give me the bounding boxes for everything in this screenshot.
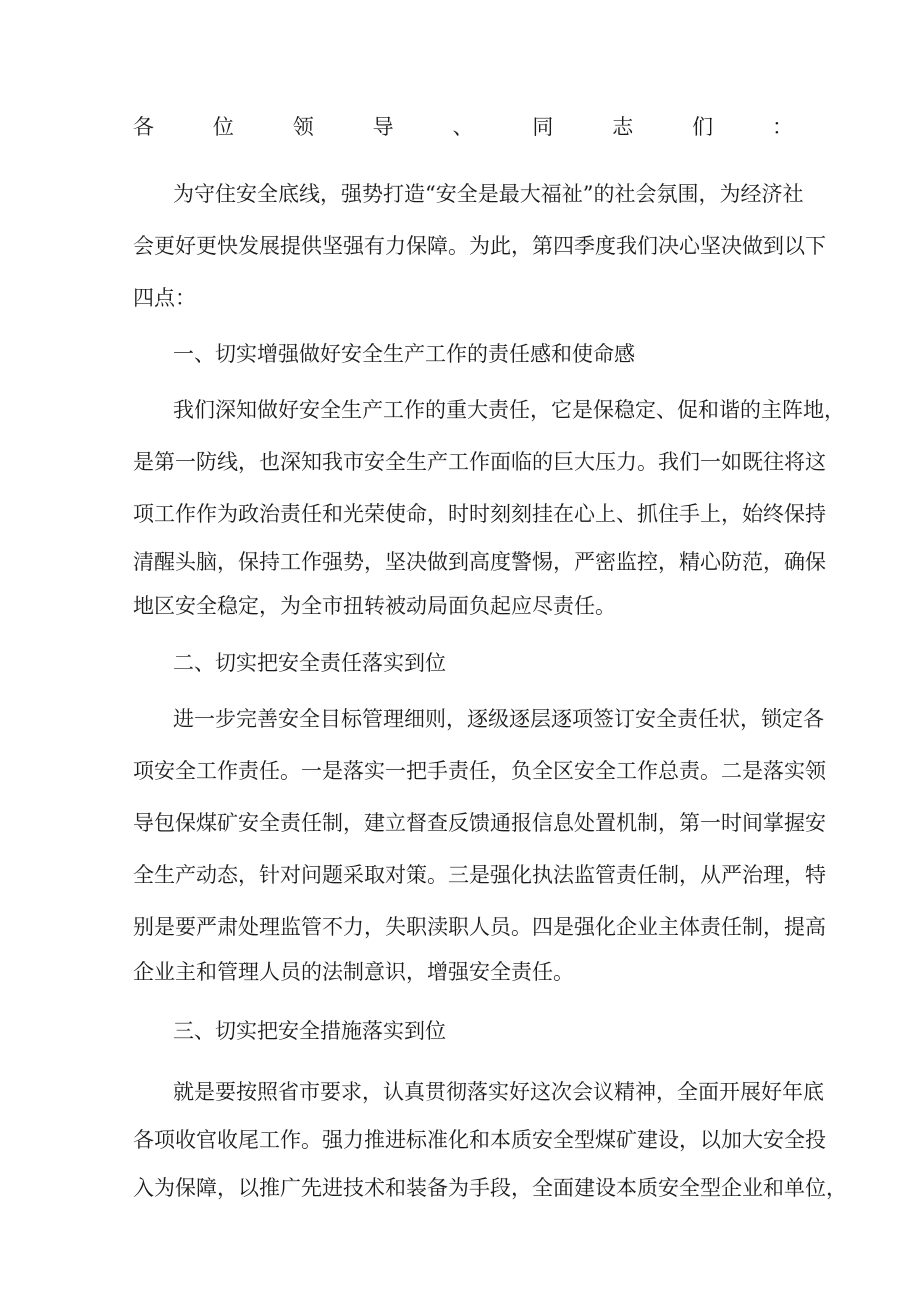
section-2-paragraph-line: 全生产动态，针对问题采取对策。三是强化执法监管责任制，从严治理，特 <box>133 863 826 887</box>
section-2-paragraph-line: 进一步完善安全目标管理细则，逐级逐层逐项签订安全责任状，锁定各 <box>173 707 824 731</box>
section-3-paragraph-line: 入为保障，以推广先进技术和装备为手段，全面建设本质安全型企业和单位， <box>133 1176 847 1200</box>
section-heading-2: 二、切实把安全责任落实到位 <box>173 651 446 675</box>
section-heading-3: 三、切实把安全措施落实到位 <box>173 1019 446 1043</box>
section-2-paragraph-line: 项安全工作责任。一是落实一把手责任，负全区安全工作总责。二是落实领 <box>133 759 826 783</box>
section-2-paragraph-line: 别是要严肃处理监管不力，失职渎职人员。四是强化企业主体责任制，提高 <box>133 915 826 939</box>
section-3-paragraph-line: 各项收官收尾工作。强力推进标准化和本质安全型煤矿建设，以加大安全投 <box>133 1128 826 1152</box>
intro-paragraph-line: 四点： <box>133 286 196 310</box>
section-heading-1: 一、切实增强做好安全生产工作的责任感和使命感 <box>173 342 635 366</box>
section-1-paragraph-line: 我们深知做好安全生产工作的重大责任，它是保稳定、促和谐的主阵地， <box>173 398 845 422</box>
intro-paragraph-line: 为守住安全底线，强势打造“安全是最大福祉”的社会氛围，为经济社 <box>173 182 804 206</box>
intro-paragraph-line: 会更好更快发展提供坚强有力保障。为此，第四季度我们决心坚决做到以下 <box>133 234 826 258</box>
salutation: 各位领导、同志们： <box>133 115 793 139</box>
section-3-paragraph-line: 就是要按照省市要求，认真贯彻落实好这次会议精神，全面开展好年底 <box>173 1080 824 1104</box>
section-2-paragraph-line: 导包保煤矿安全责任制，建立督查反馈通报信息处置机制，第一时间掌握安 <box>133 811 826 835</box>
section-2-paragraph-line: 企业主和管理人员的法制意识，增强安全责任。 <box>133 960 574 984</box>
section-1-paragraph-line: 地区安全稳定，为全市扭转被动局面负起应尽责任。 <box>133 594 616 618</box>
section-1-paragraph-line: 清醒头脑，保持工作强势，坚决做到高度警惕，严密监控，精心防范，确保 <box>133 550 826 574</box>
section-1-paragraph-line: 项工作作为政治责任和光荣使命，时时刻刻挂在心上、抓住手上，始终保持 <box>133 502 826 526</box>
section-1-paragraph-line: 是第一防线，也深知我市安全生产工作面临的巨大压力。我们一如既往将这 <box>133 450 826 474</box>
